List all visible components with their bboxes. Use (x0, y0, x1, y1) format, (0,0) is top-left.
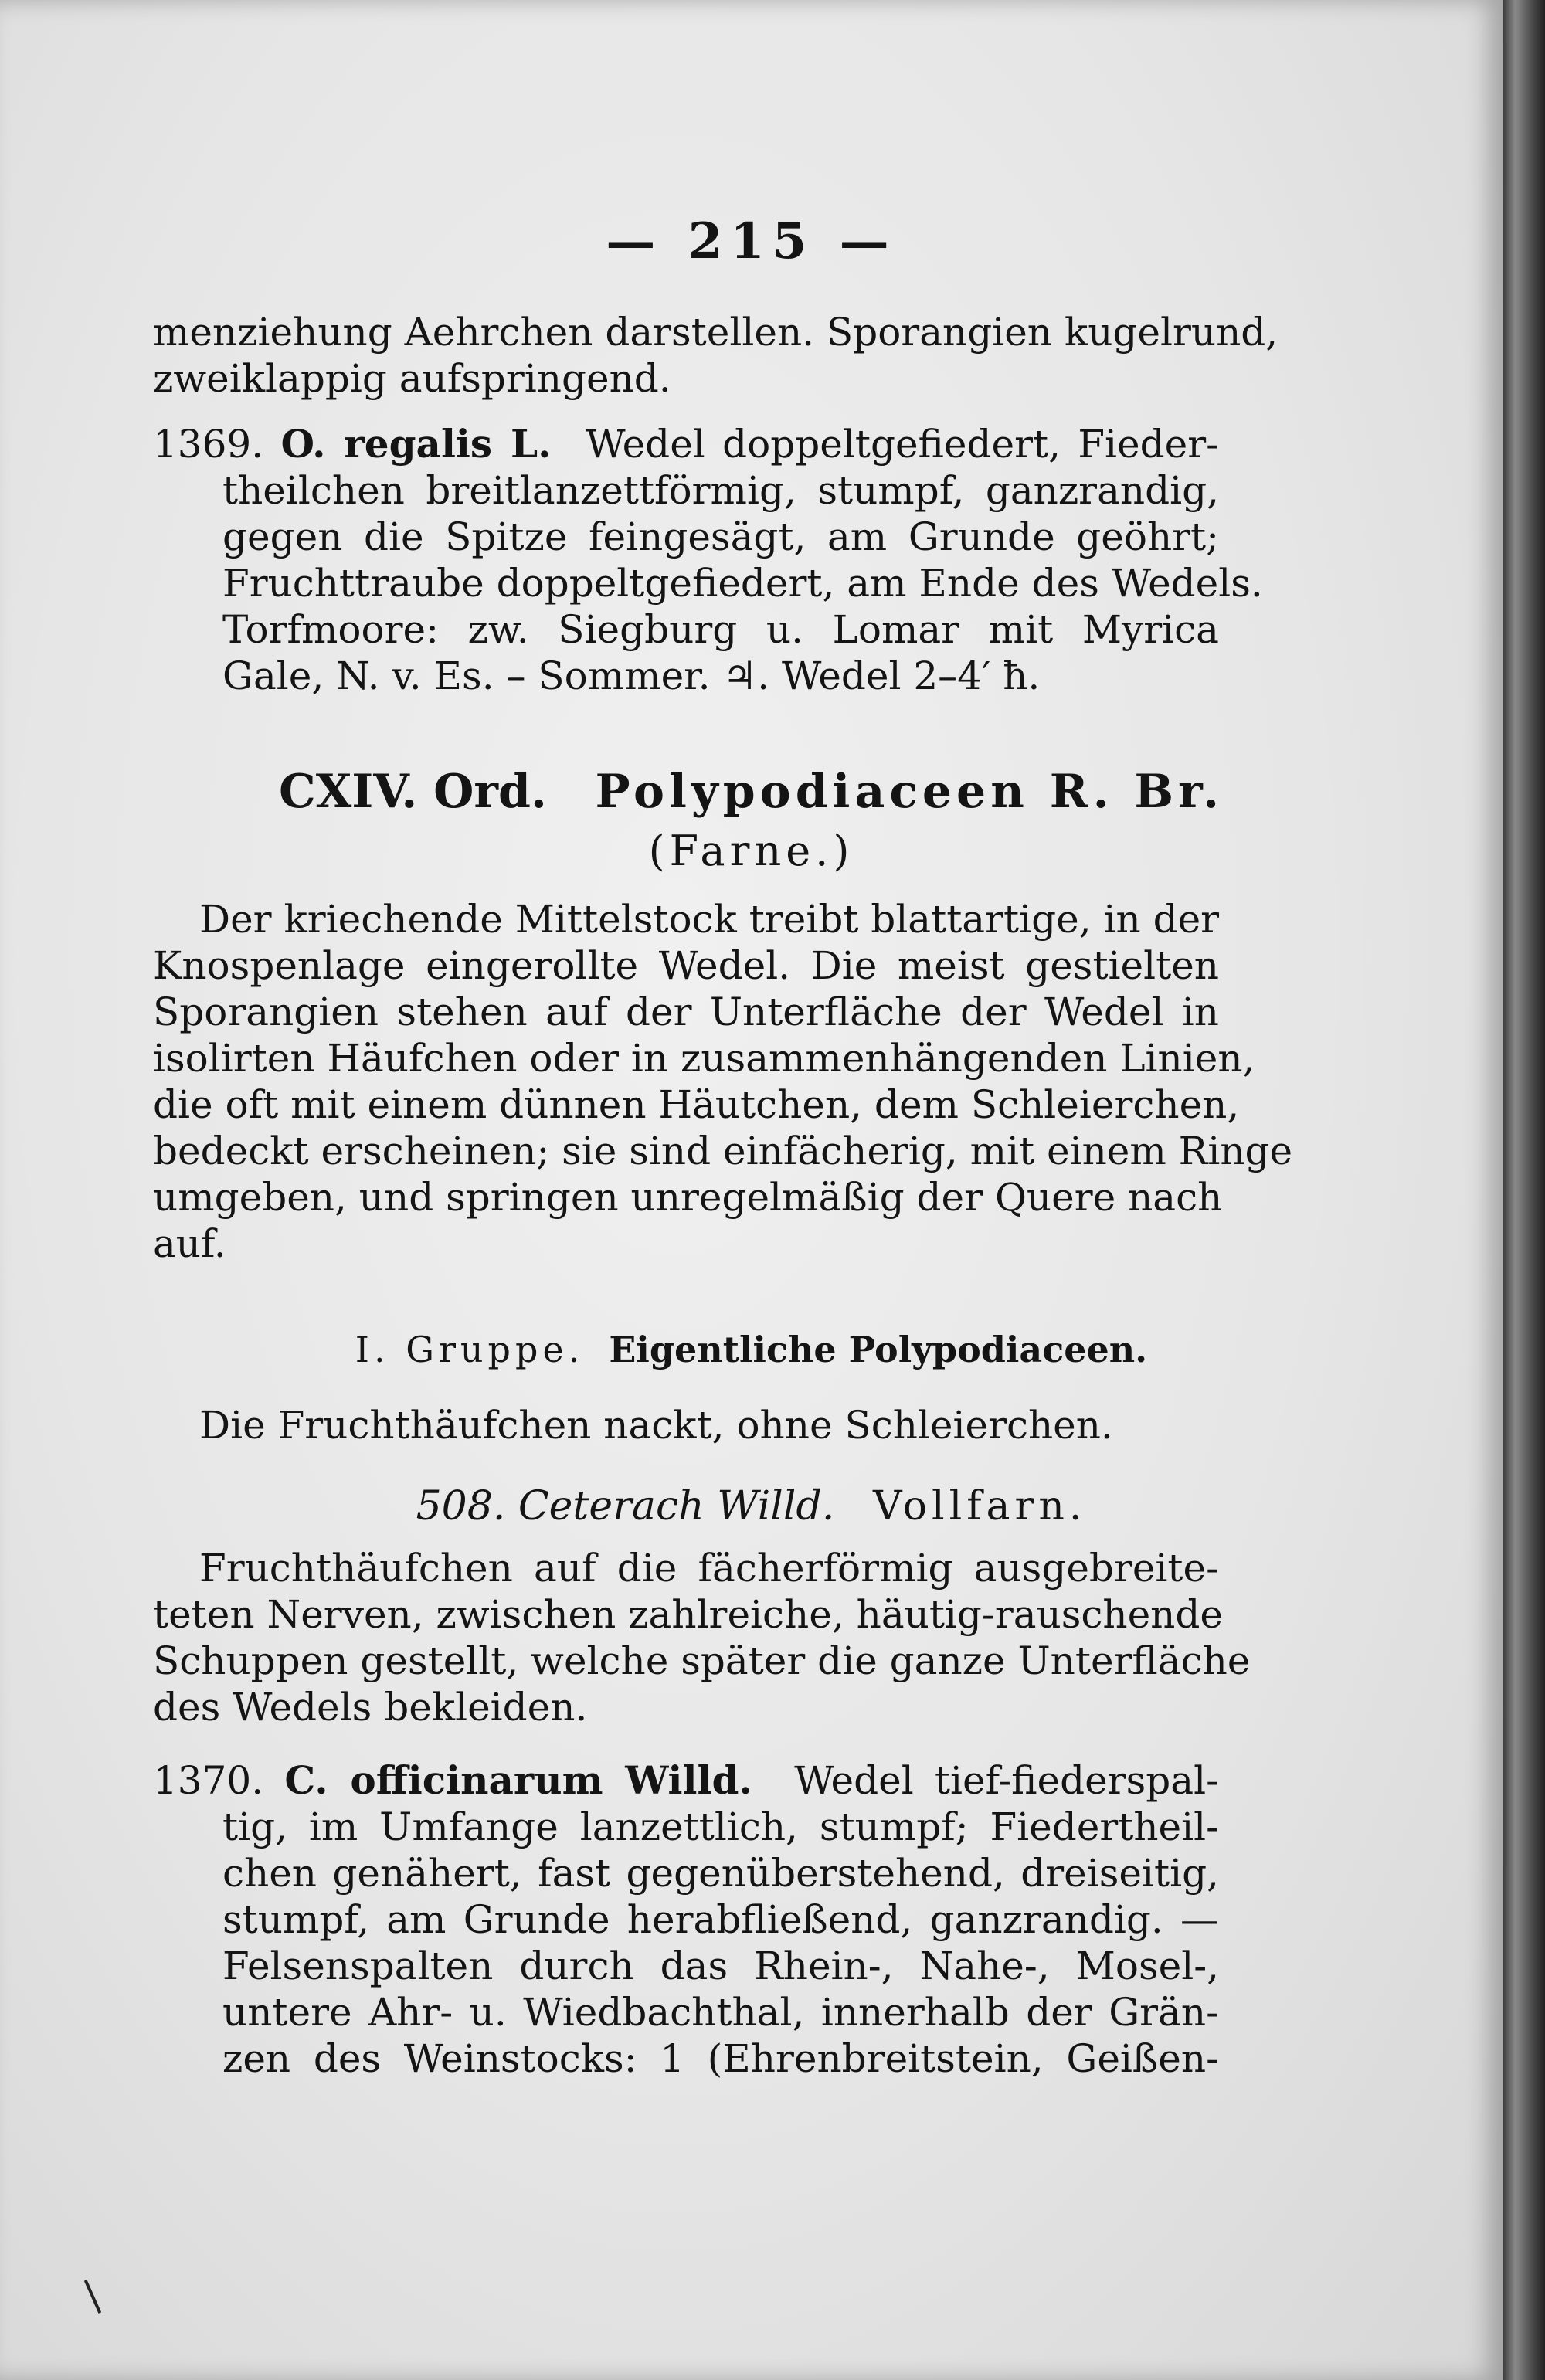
text-line: Fruchthäufchen auf die fächerförmig ausgebreite- (199, 1546, 1219, 1591)
text-line: bedeckt erscheinen; sie sind einfächerig, mit einem Ringe (153, 1129, 1293, 1173)
species-name: C. officinarum Willd. (284, 1757, 752, 1803)
group-title: Eigentliche Polypodiaceen. (609, 1329, 1148, 1370)
page-number: — 215 — (606, 212, 897, 270)
text-line: untere Ahr- u. Wiedbachthal, innerhalb der Grän- (222, 1990, 1219, 2035)
genus-name: 508. Ceterach Willd. (416, 1483, 835, 1530)
entry-first-line (153, 1757, 1219, 1804)
entry-first-line (153, 421, 1219, 467)
text-line: umgeben, und springen unregelmäßig der Quere nach (153, 1175, 1223, 1220)
text-line: chen genähert, fast gegenüberstehend, dreiseitig, (222, 1851, 1219, 1896)
order-number: CXIV. Ord. (278, 765, 547, 819)
species-entry-1370 (153, 1757, 1219, 2082)
text-line: Der kriechende Mittelstock treibt blattartige, in der (199, 897, 1220, 942)
book-spine (1503, 0, 1545, 2380)
text-line: Knospenlage eingerollte Wedel. Die meist gestielten (153, 943, 1219, 988)
text-line: Sporangien stehen auf der Unterfläche der Wedel in (153, 990, 1219, 1034)
text-line: tig, im Umfange lanzettlich, stumpf; Fiedertheil- (222, 1805, 1219, 1849)
text-line: Gale, N. v. Es. – Sommer. ♃. Wedel 2–4′ ħ. (222, 654, 1041, 698)
group-heading (0, 1329, 1503, 1370)
text-line: zweiklappig aufspringend. (153, 356, 671, 401)
text-line: teten Nerven, zwischen zahlreiche, häutig-rauschende (153, 1592, 1223, 1637)
genus-heading (0, 1483, 1503, 1530)
order-description (153, 896, 1293, 1267)
text-line: Wedel tief-fiederspal- (794, 1758, 1219, 1803)
species-name: O. regalis L. (280, 421, 552, 467)
ink-mark (84, 2280, 101, 2314)
text-line: gegen die Spitze feingesägt, am Grunde geöhrt; (222, 514, 1219, 559)
text-line: stumpf, am Grunde herabfließend, ganzrandig. — (222, 1897, 1219, 1942)
intro-paragraph (153, 309, 1278, 402)
text-line: Fruchttraube doppeltgefiedert, am Ende des Wedels. (222, 561, 1263, 606)
text-line: Die Fruchthäufchen nackt, ohne Schleierchen. (199, 1403, 1113, 1448)
text-line: des Wedels bekleiden. (153, 1685, 588, 1730)
text-line: Wedel doppeltgefiedert, Fieder- (586, 422, 1219, 467)
text-line: Schuppen gestellt, welche später die ganze Unterfläche (153, 1638, 1251, 1683)
text-line: Torfmoore: zw. Siegburg u. Lomar mit Myrica (222, 607, 1219, 652)
text-line: zen des Weinstocks: 1 (Ehrenbreitstein, Geißen- (222, 2036, 1219, 2081)
species-entry-1369 (153, 421, 1263, 699)
text-line: auf. (153, 1221, 226, 1266)
group-description (153, 1402, 1219, 1448)
text-line: isolirten Häufchen oder in zusammenhängenden Linien, (153, 1036, 1255, 1081)
group-label: I. Gruppe. (355, 1329, 585, 1370)
text-line: die oft mit einem dünnen Häutchen, dem Schleierchen, (153, 1082, 1240, 1127)
genus-description (153, 1545, 1251, 1730)
text-line: menziehung Aehrchen darstellen. Sporangien kugelrund, (153, 310, 1278, 355)
order-title: Polypodiaceen R. Br. (595, 765, 1224, 819)
order-heading (0, 765, 1503, 819)
text-line: Felsenspalten durch das Rhein-, Nahe-, Mosel-, (222, 1944, 1219, 1988)
order-subtitle: (Farne.) (648, 827, 854, 875)
text-line: theilchen breitlanzettförmig, stumpf, ganzrandig, (222, 468, 1219, 513)
entry-number: 1369. (153, 422, 264, 467)
entry-number: 1370. (153, 1758, 264, 1803)
genus-german-name: Vollfarn. (872, 1483, 1087, 1530)
